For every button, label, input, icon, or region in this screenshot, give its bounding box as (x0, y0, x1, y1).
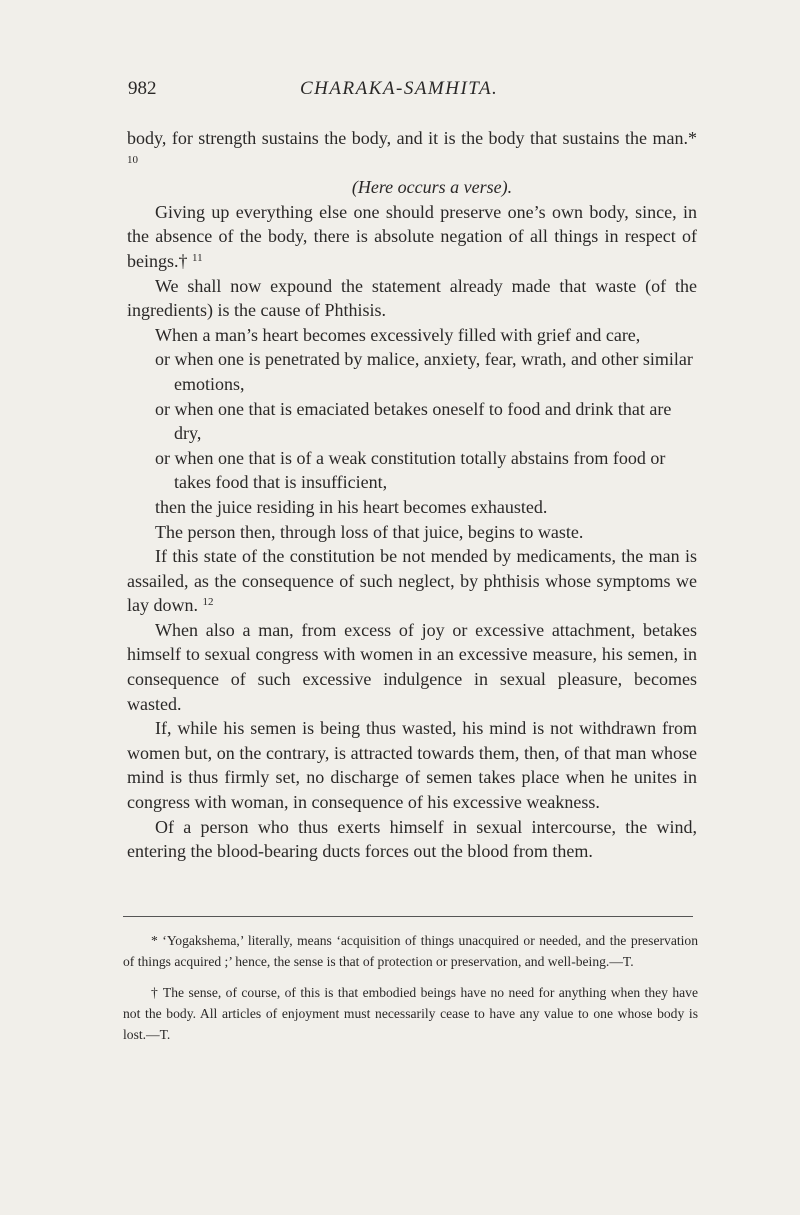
paragraph-text: body, for strength sustains the body, and it is the body that sustains the man.* (127, 128, 697, 148)
verse-number: 10 (127, 153, 138, 166)
footnote-divider (123, 916, 693, 917)
verse-line: or when one that is emaciated betakes oneself to food and drink that are dry, (155, 398, 672, 444)
paragraph-text: If this state of the constitution be not mended by medicaments, the man is assailed, as the consequence of such neglect, by phthisis whose symptoms we lay down. (127, 546, 697, 616)
paragraph: Of a person who thus exerts himself in sexual intercourse, the wind, entering the blood-bearing ducts forces out the blood from them. (127, 816, 697, 862)
paragraph-text: Giving up everything else one should preserve one’s own body, since, in the absence of the body, there is absolute negation of all things in respect of beings.† (127, 201, 697, 271)
verse-number: 12 (202, 596, 214, 609)
footnote: † The sense, of course, of this is that embodied beings have no need for anything when they have not the body. All articles of enjoyment must necessarily cease to have any value to one whose body is lost.—T. (123, 985, 698, 1042)
page-number: 982 (128, 78, 157, 99)
main-text (127, 126, 697, 864)
footnotes (123, 930, 698, 1055)
verse-line: or when one that is of a weak constitution totally abstains from food or takes food that is insufficient, (155, 447, 666, 493)
verse-line: The person then, through loss of that juice, begins to waste. (155, 521, 584, 542)
verse-number: 11 (192, 251, 203, 264)
paragraph (127, 200, 697, 274)
verse-heading: (Here occurs a verse). (351, 177, 513, 198)
verse-line: then the juice residing in his heart becomes exhausted. (155, 496, 548, 517)
running-title: CHARAKA-SAMHITA. (300, 78, 499, 99)
footnote: * ‘Yogakshema,’ literally, means ‘acquisition of things unacquired or needed, and the preservation of things acquired ;’ hence, the sense is that of protection or preservation, and well-being.—T. (123, 933, 698, 969)
paragraph: If, while his semen is being thus wasted, his mind is not withdrawn from women but, on the contrary, is attracted towards them, then, of that man whose mind is thus firmly set, no discharge of semen takes place when he unites in congress with woman, in consequence of his excessive weakness. (127, 718, 697, 813)
paragraph: When also a man, from excess of joy or excessive attachment, betakes himself to sexual congress with women in an excessive measure, his semen, in consequence of such excessive indulgence in sexual pleasure, becomes wasted. (127, 619, 697, 714)
verse-line: When a man’s heart becomes excessively filled with grief and care, (155, 324, 641, 345)
paragraph: We shall now expound the statement already made that waste (of the ingredients) is the cause of Phthisis. (127, 275, 697, 321)
verse-line: or when one is penetrated by malice, anxiety, fear, wrath, and other similar emotions, (155, 349, 693, 394)
paragraph (127, 544, 697, 618)
paragraph (127, 126, 697, 175)
page-header (128, 78, 698, 104)
